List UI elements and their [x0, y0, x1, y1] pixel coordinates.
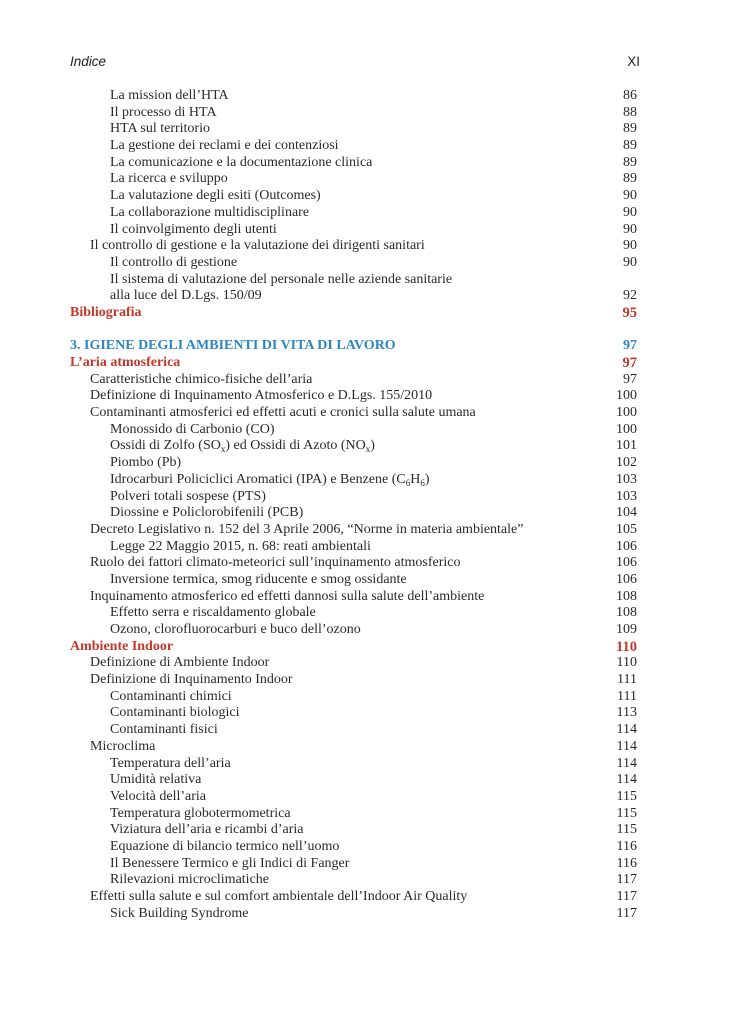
header-page-number: XI	[627, 54, 640, 69]
toc-entry-page: 100	[616, 405, 637, 421]
toc-entry-page: 117	[616, 889, 637, 904]
toc-subsection-entry[interactable]	[70, 739, 637, 756]
toc-item-entry[interactable]	[70, 605, 637, 622]
toc-entry-page: 92	[623, 288, 637, 304]
toc-entry-page: 90	[623, 221, 637, 237]
toc-entry-page: 101	[616, 438, 637, 454]
toc-entry-page: 90	[623, 188, 637, 204]
toc-entry-page: 113	[616, 705, 637, 721]
toc-entry-title: Il controllo di gestione e la valutazione dei dirigenti sanitari	[90, 238, 425, 254]
toc-item-entry[interactable]	[70, 272, 637, 289]
toc-entry-page: 90	[623, 254, 637, 270]
toc-entry-title: Idrocarburi Policiclici Aromatici (IPA) e Benzene $(C_6H_6)$	[110, 471, 430, 488]
toc-entry-page: 108	[616, 588, 637, 604]
toc-entry-title: Effetti sulla salute e sul comfort ambientale dell’Indoor Air Quality	[90, 889, 468, 904]
toc-entry-page: 97	[623, 371, 637, 387]
toc-entry-page: 111	[617, 672, 637, 688]
toc-entry-page: 89	[623, 121, 637, 137]
toc-entry-title: Temperatura dell’aria	[110, 755, 231, 771]
toc-entry-title: Legge 22 Maggio 2015, n. 68: reati ambientali	[110, 538, 371, 554]
toc-entry-title: Temperatura globotermometrica	[110, 805, 291, 821]
toc-entry-page: 90	[623, 204, 637, 220]
toc-entry-page: 116	[616, 838, 637, 854]
toc-item-entry[interactable]	[70, 539, 637, 556]
toc-item-entry[interactable]	[70, 255, 637, 272]
toc-item-entry[interactable]	[70, 455, 637, 472]
toc-entry-page: 117	[616, 905, 637, 921]
toc-item-entry[interactable]	[70, 772, 637, 789]
toc-entry-page: 114	[616, 772, 637, 788]
toc-entry-page: 110	[616, 655, 637, 671]
toc-subsection-entry[interactable]	[70, 589, 637, 606]
toc-item-entry[interactable]	[70, 472, 637, 489]
toc-item-entry[interactable]	[70, 689, 637, 706]
toc-entry-title: Diossine e Policlorobifenili (PCB)	[110, 505, 304, 521]
toc-item-entry[interactable]	[70, 422, 637, 439]
toc-entry-title: Decreto Legislativo n. 152 del 3 Aprile 2006, “Norme in materia ambientale”	[90, 521, 524, 537]
toc-item-entry[interactable]	[70, 171, 637, 188]
toc-entry-page: 117	[616, 872, 637, 888]
toc-entry-title: Definizione di Inquinamento Indoor	[90, 672, 293, 688]
toc-entry-title: La collaborazione multidisciplinare	[110, 204, 310, 220]
toc-entry-page: 89	[623, 138, 637, 154]
toc-entry-title: Rilevazioni microclimatiche	[110, 872, 269, 888]
toc-entry-title: Equazione di bilancio termico nell’uomo	[110, 838, 340, 854]
toc-section-heading[interactable]	[70, 305, 637, 322]
toc-item-entry[interactable]	[70, 489, 637, 506]
toc-entry-title: La mission dell’HTA	[110, 88, 229, 103]
toc-entry-page: 115	[616, 805, 637, 821]
toc-entry-page: 88	[623, 104, 637, 120]
toc-entry-title: Il processo di HTA	[110, 104, 217, 120]
toc-entry-title: Definizione di Inquinamento Atmosferico e D.Lgs. 155/2010	[90, 388, 433, 404]
toc-entry-title: Contaminanti atmosferici ed effetti acuti e cronici sulla salute umana	[90, 405, 476, 421]
toc-item-entry[interactable]	[70, 806, 637, 823]
toc-entry-title: Il controllo di gestione	[110, 254, 238, 270]
toc-item-entry[interactable]	[70, 872, 637, 889]
toc-entry-title: Inquinamento atmosferico ed effetti dannosi sulla salute dell’ambiente	[90, 588, 485, 604]
toc-item-entry[interactable]	[70, 705, 637, 722]
toc-entry-page: 95	[622, 304, 637, 321]
toc-entry-title: Ozono, clorofluorocarburi e buco dell’ozono	[110, 622, 361, 637]
toc-entry-title: Umidità relativa	[110, 772, 202, 788]
toc-entry-page: 102	[616, 455, 637, 471]
toc-entry-page: 86	[623, 88, 637, 103]
toc-entry-page: 111	[617, 688, 637, 704]
toc-entry-page: 90	[623, 238, 637, 254]
toc-entry-title: Viziatura dell’aria e ricambi d’aria	[110, 822, 304, 838]
toc-item-entry[interactable]	[70, 789, 637, 806]
toc-entry-title: Monossido di Carbonio (CO)	[110, 421, 275, 437]
toc-entry-title: La ricerca e sviluppo	[110, 171, 228, 187]
toc-entry-title: alla luce del D.Lgs. 150/09	[110, 288, 262, 304]
toc-entry-title: HTA sul territorio	[110, 121, 210, 137]
toc-entry-title: Ossidi di Zolfo $(SO_x)$ ed Ossidi di Azoto $(NO_x)$	[110, 438, 375, 455]
toc-entry-page: 97	[622, 355, 637, 371]
toc-item-entry[interactable]	[70, 438, 637, 455]
toc-entry-title: Polveri totali sospese (PTS)	[110, 488, 266, 504]
toc-entry-title: La valutazione degli esiti (Outcomes)	[110, 188, 321, 204]
toc-subsection-entry[interactable]	[70, 655, 637, 672]
toc-subsection-entry[interactable]	[70, 889, 637, 906]
toc-entry-title: La comunicazione e la documentazione clinica	[110, 154, 373, 170]
toc-entry-page: 103	[616, 488, 637, 504]
toc-entry-title: Contaminanti biologici	[110, 705, 240, 721]
toc-entry-page: 109	[616, 622, 637, 637]
toc-entry-title: Microclima	[90, 738, 156, 754]
toc-item-entry[interactable]	[70, 121, 637, 138]
toc-item-entry[interactable]	[70, 188, 637, 205]
toc-entry-title: L’aria atmosferica	[70, 355, 181, 370]
toc-entry-title: Il Benessere Termico e gli Indici di Fanger	[110, 855, 350, 871]
toc-entry-page: 110	[616, 638, 637, 655]
toc-subsection-entry[interactable]	[70, 672, 637, 689]
toc-item-entry[interactable]	[70, 505, 637, 522]
toc-entry-page: 106	[616, 571, 637, 587]
toc-section-heading[interactable]	[70, 355, 637, 372]
toc-item-entry[interactable]	[70, 622, 637, 639]
toc-entry-page: 89	[623, 171, 637, 187]
toc-entry-title: Ruolo dei fattori climato-meteorici sull’inquinamento atmosferico	[90, 555, 461, 571]
toc-entry-title: Il sistema di valutazione del personale nelle aziende sanitarie	[110, 271, 453, 287]
toc-entry-page: 114	[616, 755, 637, 771]
toc-entry-title: Bibliografia	[70, 304, 142, 320]
toc-entry-page: 114	[616, 722, 637, 738]
toc-entry-title: Ambiente Indoor	[70, 638, 174, 654]
toc-subsection-entry[interactable]	[70, 372, 637, 389]
toc-item-entry[interactable]	[70, 839, 637, 856]
toc-subsection-entry[interactable]	[70, 388, 637, 405]
toc-entry-page: 114	[616, 738, 637, 754]
toc-item-entry[interactable]	[70, 155, 637, 172]
table-of-contents	[70, 88, 637, 922]
toc-subsection-entry[interactable]	[70, 238, 637, 255]
toc-entry-page: 100	[616, 388, 637, 404]
toc-entry-title: Inversione termica, smog riducente e smog ossidante	[110, 571, 407, 587]
toc-item-entry[interactable]	[70, 906, 637, 923]
toc-entry-title: La gestione dei reclami e dei contenziosi	[110, 138, 339, 154]
toc-item-entry[interactable]	[70, 105, 637, 122]
toc-entry-title: Velocità dell’aria	[110, 788, 207, 804]
toc-entry-page: 103	[616, 471, 637, 487]
toc-entry-title: Contaminanti fisici	[110, 722, 218, 738]
toc-entry-title: 3. IGIENE DEGLI AMBIENTI DI VITA DI LAVORO	[70, 338, 396, 354]
header-section-title: Indice	[70, 54, 107, 69]
toc-entry-title: Il coinvolgimento degli utenti	[110, 221, 277, 237]
toc-item-entry[interactable]	[70, 856, 637, 873]
toc-entry-title: Contaminanti chimici	[110, 688, 232, 704]
toc-entry-title: Definizione di Ambiente Indoor	[90, 655, 270, 671]
toc-entry-page: 104	[616, 505, 637, 521]
toc-entry-page: 106	[616, 555, 637, 571]
toc-item-entry[interactable]	[70, 572, 637, 589]
toc-entry-page: 106	[616, 538, 637, 554]
toc-subsection-entry[interactable]	[70, 555, 637, 572]
toc-entry-title: Caratteristiche chimico-fisiche dell’aria	[90, 371, 313, 387]
toc-item-entry[interactable]	[70, 205, 637, 222]
toc-section-heading[interactable]	[70, 639, 637, 656]
toc-entry-title: Effetto serra e riscaldamento globale	[110, 605, 316, 621]
toc-item-entry[interactable]	[70, 222, 637, 239]
toc-item-entry[interactable]	[70, 722, 637, 739]
toc-subsection-entry[interactable]	[70, 405, 637, 422]
toc-subsection-entry[interactable]	[70, 522, 637, 539]
toc-chapter-heading[interactable]	[70, 338, 637, 355]
toc-item-entry[interactable]	[70, 288, 637, 305]
toc-entry-page: 115	[616, 822, 637, 838]
toc-entry-page: 105	[616, 521, 637, 537]
toc-entry-title: Piombo (Pb)	[110, 455, 182, 471]
toc-item-entry[interactable]	[70, 88, 637, 105]
toc-entry-page: 115	[616, 788, 637, 804]
toc-item-entry[interactable]	[70, 756, 637, 773]
toc-item-entry[interactable]	[70, 138, 637, 155]
toc-entry-page: 116	[616, 855, 637, 871]
toc-entry-page: 89	[623, 154, 637, 170]
toc-spacer	[70, 322, 637, 339]
toc-entry-page: 97	[623, 338, 637, 354]
toc-entry-page: 108	[616, 605, 637, 621]
running-header	[70, 52, 640, 74]
toc-item-entry[interactable]	[70, 822, 637, 839]
toc-entry-page: 100	[616, 421, 637, 437]
toc-entry-title: Sick Building Syndrome	[110, 905, 249, 921]
